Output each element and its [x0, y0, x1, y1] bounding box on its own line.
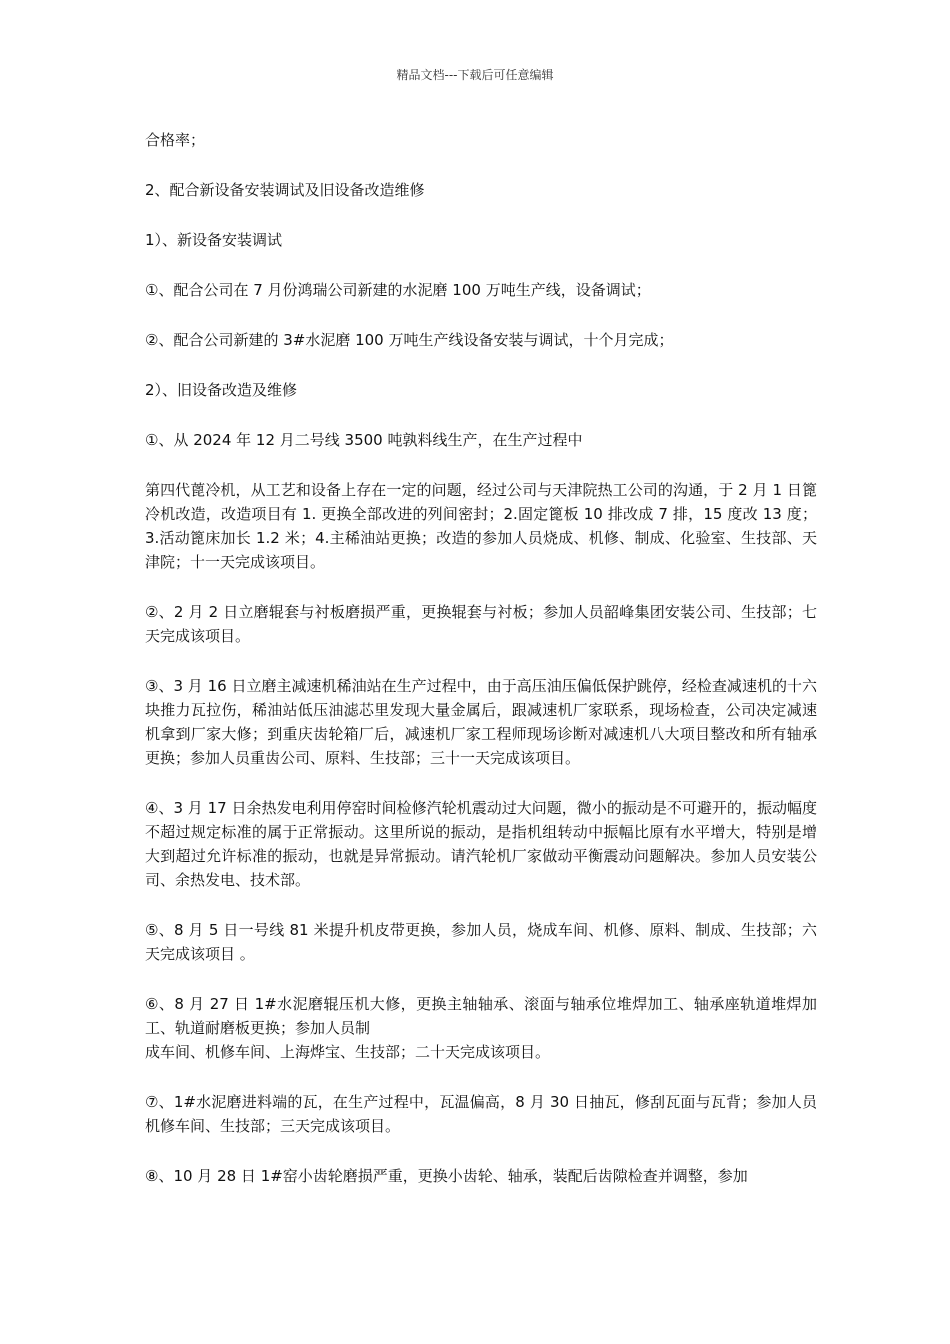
section-heading: 2、配合新设备安装调试及旧设备改造维修: [145, 181, 425, 199]
document-body: [145, 128, 817, 1214]
list-item: ④、3 月 17 日余热发电利用停窑时间检修汽轮机震动过大问题，微小的振动是不可避开的，振动幅度不超过规定标准的属于正常振动。这里所说的振动，是指机组转动中振幅比原有水平增大，特别是增大到超过允许标准的振动，也就是异常振动。请汽轮机厂家做动平衡震动问题解决。参加人员安装公司、余热发电、技术部。: [145, 799, 817, 889]
list-item: ②、2 月 2 日立磨辊套与衬板磨损严重，更换辊套与衬板；参加人员韶峰集团安装公司、生技部；七天完成该项目。: [145, 603, 817, 645]
list-item: ⑧、10 月 28 日 1#窑小齿轮磨损严重，更换小齿轮、轴承，装配后齿隙检查并调整，参加: [145, 1167, 748, 1185]
paragraph: 合格率；: [145, 131, 206, 149]
list-item: ③、3 月 16 日立磨主减速机稀油站在生产过程中，由于高压油压偏低保护跳停，经检查减速机的十六块推力瓦拉伤，稀油站低压油滤芯里发现大量金属后，跟减速机厂家联系，现场检查，公司决定减速机拿到厂家大修；到重庆齿轮箱厂后，减速机厂家工程师现场诊断对减速机八大项目整改和所有轴承更换；参加人员重齿公司、原料、生技部；三十一天完成该项目。: [145, 677, 817, 767]
list-item: ⑥、8 月 27 日 1#水泥磨辊压机大修，更换主轴轴承、滚面与轴承位堆焊加工、轴承座轨道堆焊加工、轨道耐磨板更换；参加人员制: [145, 995, 817, 1037]
subsection-heading: 2）、旧设备改造及维修: [145, 381, 298, 399]
list-item: ①、配合公司在 7 月份鸿瑞公司新建的水泥磨 100 万吨生产线，设备调试；: [145, 281, 651, 299]
list-item-continuation: 成车间、机修车间、上海烨宝、生技部；二十天完成该项目。: [145, 1043, 551, 1061]
page-header: 精品文档---下载后可任意编辑: [396, 68, 554, 82]
list-item: ②、配合公司新建的 3#水泥磨 100 万吨生产线设备安装与调试，十个月完成；: [145, 331, 674, 349]
list-item: ⑤、8 月 5 日一号线 81 米提升机皮带更换，参加人员，烧成车间、机修、原料、制成、生技部；六天完成该项目 。: [145, 921, 817, 963]
paragraph: 第四代蓖冷机，从工艺和设备上存在一定的问题，经过公司与天津院热工公司的沟通，于 2 月 1 日篦冷机改造，改造项目有 1. 更换全部改进的列间密封；2.固定篦板 10 排改成 7 排，15 度改 13 度；3.活动篦床加长 1.2 米；4.主稀油站更换；改造的参加人员烧成、机修、制成、化验室、生技部、天津院；十一天完成该项目。: [145, 481, 817, 571]
list-item: ⑦、1#水泥磨进料端的瓦，在生产过程中，瓦温偏高，8 月 30 日抽瓦，修刮瓦面与瓦背；参加人员机修车间、生技部；三天完成该项目。: [145, 1093, 817, 1135]
subsection-heading: 1）、新设备安装调试: [145, 231, 283, 249]
list-item: ①、从 2024 年 12 月二号线 3500 吨孰料线生产，在生产过程中: [145, 431, 583, 449]
